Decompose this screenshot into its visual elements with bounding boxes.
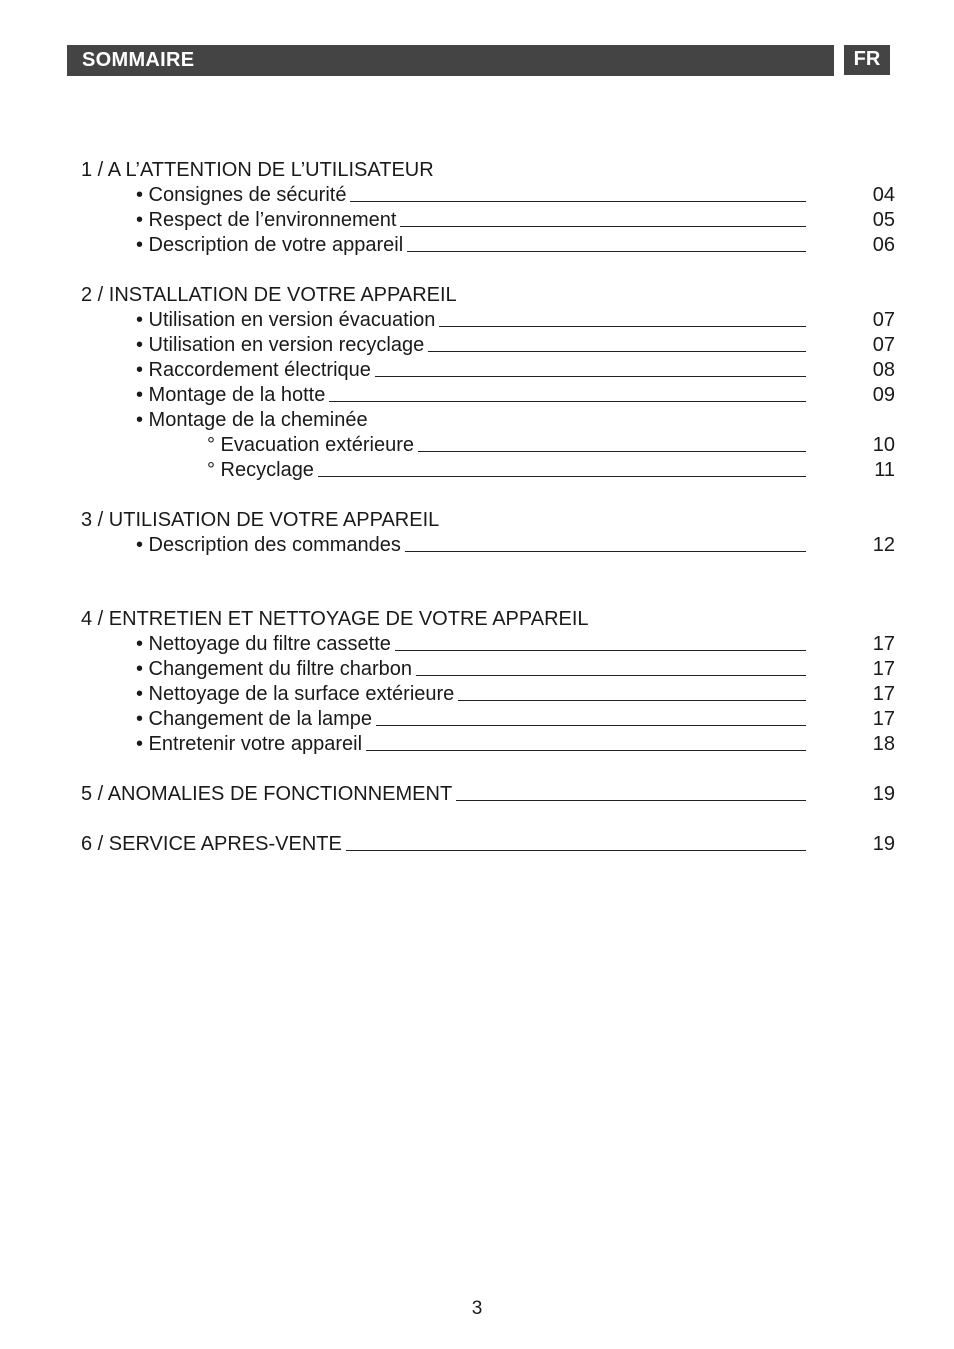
- toc-item-page-number: 05: [872, 209, 895, 231]
- toc-item: [136, 408, 895, 433]
- toc-section: [81, 832, 895, 857]
- footer-page-number: 3: [471, 1298, 483, 1319]
- toc-item-label: • Utilisation en version évacuation: [136, 308, 439, 333]
- toc-item-label: • Description des commandes: [136, 533, 405, 558]
- toc-item-label: • Nettoyage de la surface extérieure: [136, 682, 458, 707]
- toc-item-page-number: 12: [872, 534, 895, 556]
- toc-subitem-page-number: 11: [874, 459, 895, 481]
- toc-item-label: • Entretenir votre appareil: [136, 732, 366, 757]
- toc-section-label: 3 / UTILISATION DE VOTRE APPAREIL: [81, 508, 443, 533]
- toc-item-label: • Changement de la lampe: [136, 707, 376, 732]
- toc-item-label: • Raccordement électrique: [136, 358, 375, 383]
- toc-item-label: • Montage de la hotte: [136, 383, 329, 408]
- toc-subitem-page-number: 10: [872, 434, 895, 456]
- toc-item-label: • Nettoyage du filtre cassette: [136, 632, 395, 657]
- toc-item: [136, 732, 895, 757]
- toc-section: [81, 158, 895, 183]
- page-title: SOMMAIRE: [82, 49, 195, 71]
- toc-section: [81, 283, 895, 308]
- toc-item: [136, 657, 895, 682]
- toc-subitem-label: ° Evacuation extérieure: [207, 433, 418, 458]
- toc-item-page-number: 06: [872, 234, 895, 256]
- toc-item-page-number: 17: [872, 633, 895, 655]
- toc-section-page-number: 19: [872, 783, 895, 805]
- toc-item-label: • Montage de la cheminée: [136, 408, 372, 433]
- toc-item: [136, 308, 895, 333]
- toc-subitem: [207, 458, 895, 483]
- toc-section: [81, 508, 895, 533]
- toc-item: [136, 183, 895, 208]
- toc-section-label: 5 / ANOMALIES DE FONCTIONNEMENT: [81, 782, 456, 807]
- toc-item: [136, 632, 895, 657]
- toc-item-label: • Utilisation en version recyclage: [136, 333, 428, 358]
- toc-item-page-number: 07: [872, 309, 895, 331]
- toc-item: [136, 383, 895, 408]
- toc-item: [136, 682, 895, 707]
- toc-item-label: • Description de votre appareil: [136, 233, 407, 258]
- toc-section-page-number: 19: [872, 833, 895, 855]
- toc-item-page-number: 18: [872, 733, 895, 755]
- language-code: FR: [853, 48, 881, 70]
- toc-item-label: • Consignes de sécurité: [136, 183, 350, 208]
- toc-subitem-label: ° Recyclage: [207, 458, 318, 483]
- toc-item-page-number: 17: [872, 658, 895, 680]
- toc-item-page-number: 17: [872, 683, 895, 705]
- toc-item: [136, 333, 895, 358]
- toc-section-label: 6 / SERVICE APRES-VENTE: [81, 832, 346, 857]
- toc-item: [136, 358, 895, 383]
- toc-item-label: • Changement du filtre charbon: [136, 657, 416, 682]
- toc-item-page-number: 09: [872, 384, 895, 406]
- toc-item: [136, 208, 895, 233]
- toc-item-page-number: 04: [872, 184, 895, 206]
- toc-item: [136, 233, 895, 258]
- toc-section-label: 4 / ENTRETIEN ET NETTOYAGE DE VOTRE APPAREIL: [81, 607, 593, 632]
- toc-subitem: [207, 433, 895, 458]
- toc-item: [136, 533, 895, 558]
- toc-section-label: 2 / INSTALLATION DE VOTRE APPAREIL: [81, 283, 461, 308]
- toc-item-page-number: 08: [872, 359, 895, 381]
- toc-item-page-number: 07: [872, 334, 895, 356]
- toc-item: [136, 707, 895, 732]
- toc-item-label: • Respect de l’environnement: [136, 208, 400, 233]
- toc-section: [81, 607, 895, 632]
- toc-item-page-number: 17: [872, 708, 895, 730]
- toc-section-label: 1 / A L’ATTENTION DE L’UTILISATEUR: [81, 158, 438, 183]
- toc-section: [81, 782, 895, 807]
